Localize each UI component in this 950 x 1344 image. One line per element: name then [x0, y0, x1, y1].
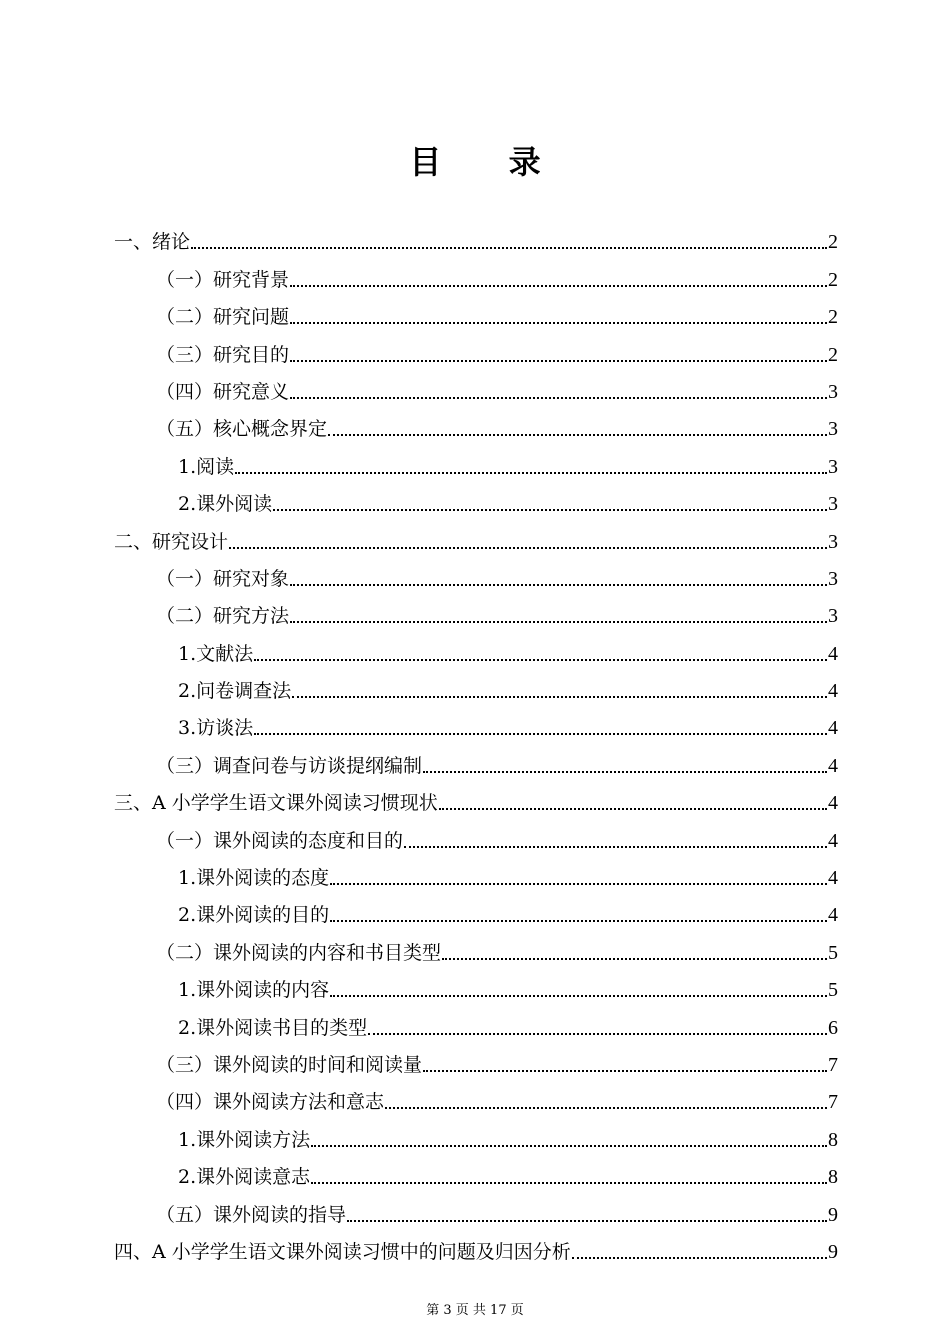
toc-entry-title: 1.课外阅读方法 [178, 1128, 311, 1151]
toc-entry-page-number: 5 [828, 979, 838, 1002]
toc-entry-page-number: 3 [828, 380, 838, 403]
toc-leader-dots [368, 1033, 827, 1035]
toc-entry-title: 2.课外阅读 [178, 493, 273, 516]
toc-leader-dots [254, 659, 827, 661]
toc-entry[interactable] [114, 405, 838, 442]
toc-entry[interactable] [114, 517, 838, 554]
toc-leader-dots [330, 883, 827, 885]
toc-entry[interactable] [114, 629, 838, 666]
toc-entry-title: （一）课外阅读的态度和目的 [156, 829, 404, 852]
toc-entry-page-number: 4 [828, 754, 838, 777]
toc-entry[interactable] [114, 293, 838, 330]
toc-entry-title: 2.课外阅读书目的类型 [178, 1016, 368, 1039]
toc-leader-dots [191, 247, 827, 249]
toc-entry[interactable] [114, 704, 838, 741]
toc-entry-page-number: 3 [828, 530, 838, 553]
toc-entry[interactable] [114, 368, 838, 405]
toc-entry[interactable] [114, 555, 838, 592]
toc-entry[interactable] [114, 218, 838, 255]
toc-entry-page-number: 4 [828, 717, 838, 740]
toc-leader-dots [442, 958, 827, 960]
toc-leader-dots [347, 1220, 827, 1222]
page-title: 目 录 [409, 143, 569, 181]
toc-entry[interactable] [114, 741, 838, 778]
toc-entry[interactable] [114, 1228, 838, 1265]
toc-entry[interactable] [114, 891, 838, 928]
toc-entry-title: 一、绪论 [114, 231, 191, 254]
toc-entry-page-number: 3 [828, 418, 838, 441]
toc-entry-page-number: 2 [828, 306, 838, 329]
toc-entry-title: 二、研究设计 [114, 530, 229, 553]
toc-entry-page-number: 5 [828, 941, 838, 964]
toc-entry-page-number: 7 [828, 1053, 838, 1076]
toc-entry-title: （五）核心概念界定 [156, 418, 328, 441]
toc-entry[interactable] [114, 1190, 838, 1227]
toc-entry[interactable] [114, 1153, 838, 1190]
toc-entry[interactable] [114, 442, 838, 479]
toc-entry-page-number: 3 [828, 493, 838, 516]
toc-entry-page-number: 3 [828, 455, 838, 478]
toc-entry-page-number: 2 [828, 231, 838, 254]
toc-leader-dots [572, 1257, 827, 1259]
toc-entry-page-number: 8 [828, 1128, 838, 1151]
toc-leader-dots [330, 995, 827, 997]
toc-entry-title: （二）课外阅读的内容和书目类型 [156, 941, 442, 964]
toc-entry-page-number: 8 [828, 1166, 838, 1189]
toc-leader-dots [292, 696, 827, 698]
toc-entry-title: 3.访谈法 [178, 717, 254, 740]
toc-entry[interactable] [114, 667, 838, 704]
toc-leader-dots [273, 509, 827, 511]
page-footer: 第 3 页 共 17 页 [426, 1303, 524, 1318]
toc-entry-page-number: 9 [828, 1240, 838, 1263]
toc-entry-page-number: 4 [828, 642, 838, 665]
toc-entry[interactable] [114, 816, 838, 853]
toc-entry[interactable] [114, 966, 838, 1003]
toc-entry-page-number: 4 [828, 904, 838, 927]
toc-leader-dots [254, 733, 827, 735]
toc-entry[interactable] [114, 330, 838, 367]
toc-entry-page-number: 2 [828, 268, 838, 291]
table-of-contents [114, 218, 838, 1265]
toc-leader-dots [385, 1107, 827, 1109]
toc-entry-page-number: 4 [828, 829, 838, 852]
toc-entry[interactable] [114, 480, 838, 517]
toc-leader-dots [439, 808, 827, 810]
toc-entry[interactable] [114, 1078, 838, 1115]
toc-entry-title: （一）研究对象 [156, 567, 290, 590]
toc-entry-page-number: 4 [828, 792, 838, 815]
toc-entry[interactable] [114, 592, 838, 629]
toc-leader-dots [311, 1182, 827, 1184]
toc-leader-dots [290, 360, 827, 362]
toc-leader-dots [290, 285, 827, 287]
toc-entry-title: （五）课外阅读的指导 [156, 1203, 347, 1226]
toc-entry-title: （二）研究问题 [156, 306, 290, 329]
toc-entry-title: 四、A 小学学生语文课外阅读习惯中的问题及归因分析 [114, 1240, 571, 1263]
toc-entry[interactable] [114, 1115, 838, 1152]
toc-entry-title: 1.文献法 [178, 642, 254, 665]
toc-entry-title: 1.阅读 [178, 455, 235, 478]
toc-entry[interactable] [114, 255, 838, 292]
toc-entry-title: 三、A 小学学生语文课外阅读习惯现状 [114, 792, 438, 815]
toc-entry-title: （三）调查问卷与访谈提纲编制 [156, 754, 423, 777]
toc-entry-title: （二）研究方法 [156, 605, 290, 628]
toc-entry[interactable] [114, 1041, 838, 1078]
toc-entry-title: （三）研究目的 [156, 343, 290, 366]
toc-entry-page-number: 3 [828, 567, 838, 590]
toc-entry-page-number: 4 [828, 680, 838, 703]
toc-entry-page-number: 3 [828, 605, 838, 628]
toc-leader-dots [330, 920, 827, 922]
toc-leader-dots [423, 1070, 827, 1072]
toc-leader-dots [290, 584, 827, 586]
toc-leader-dots [290, 322, 827, 324]
toc-entry-title: 1.课外阅读的态度 [178, 867, 330, 890]
toc-leader-dots [229, 547, 827, 549]
toc-entry-title: （一）研究背景 [156, 268, 290, 291]
toc-leader-dots [290, 397, 827, 399]
toc-entry[interactable] [114, 1003, 838, 1040]
toc-entry-title: （四）课外阅读方法和意志 [156, 1091, 385, 1114]
toc-entry-title: 1.课外阅读的内容 [178, 979, 330, 1002]
toc-entry-title: （三）课外阅读的时间和阅读量 [156, 1053, 423, 1076]
toc-leader-dots [235, 472, 827, 474]
toc-entry-page-number: 2 [828, 343, 838, 366]
toc-leader-dots [328, 434, 827, 436]
toc-entry-title: 2.课外阅读意志 [178, 1166, 311, 1189]
toc-entry-page-number: 6 [828, 1016, 838, 1039]
toc-entry-page-number: 7 [828, 1091, 838, 1114]
toc-leader-dots [311, 1145, 827, 1147]
toc-entry[interactable] [114, 854, 838, 891]
toc-entry[interactable] [114, 928, 838, 965]
toc-entry-title: （四）研究意义 [156, 380, 290, 403]
toc-entry-page-number: 9 [828, 1203, 838, 1226]
toc-entry-title: 2.问卷调查法 [178, 680, 292, 703]
toc-entry[interactable] [114, 779, 838, 816]
toc-leader-dots [423, 771, 827, 773]
toc-entry-title: 2.课外阅读的目的 [178, 904, 330, 927]
toc-leader-dots [404, 846, 827, 848]
toc-entry-page-number: 4 [828, 867, 838, 890]
toc-leader-dots [290, 621, 827, 623]
